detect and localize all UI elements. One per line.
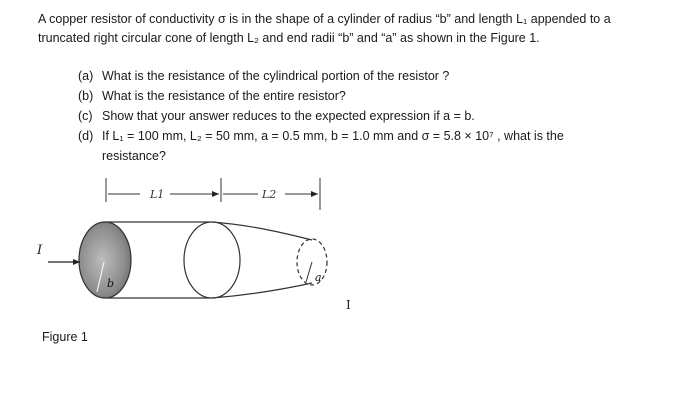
problem-intro-line-2: truncated right circular cone of length L₂ and end radii “b” and “a” as shown in the Figure 1. (38, 31, 540, 45)
label-a: a (315, 271, 322, 284)
question-part-text: What is the resistance of the entire resistor? (102, 89, 346, 103)
question-part-text: What is the resistance of the cylindrical portion of the resistor ? (102, 69, 450, 83)
cone-top-edge (212, 222, 312, 240)
problem-intro-line-1: A copper resistor of conductivity σ is in the shape of a cylinder of radius “b” and length L₁ appended to a (38, 12, 611, 26)
cone-bottom-edge (212, 283, 312, 298)
question-part-label: (a) (78, 69, 94, 83)
label-l1: L1 (150, 188, 165, 201)
radius-a-line (306, 262, 312, 282)
truncated-cone (212, 222, 327, 298)
question-part-text: If L₁ = 100 mm, L₂ = 50 mm, a = 0.5 mm, b = 1.0 mm and σ = 5.8 × 10⁷ , what is the (102, 129, 564, 143)
dimension-markers (106, 178, 320, 210)
cylinder-end-cap (79, 222, 131, 298)
label-current-in: I (37, 243, 43, 258)
label-b: b (107, 277, 115, 290)
question-part-label: (c) (78, 109, 93, 123)
question-part-label: (b) (78, 89, 94, 103)
cylinder-cone-junction (184, 222, 240, 298)
question-part-label: (d) (78, 129, 94, 143)
question-part-continuation: resistance? (102, 149, 166, 163)
label-l2: L2 (262, 188, 277, 201)
question-part-text: Show that your answer reduces to the expected expression if a = b. (102, 109, 475, 123)
label-current-out: I (346, 298, 351, 312)
figure-caption: Figure 1 (42, 330, 88, 344)
